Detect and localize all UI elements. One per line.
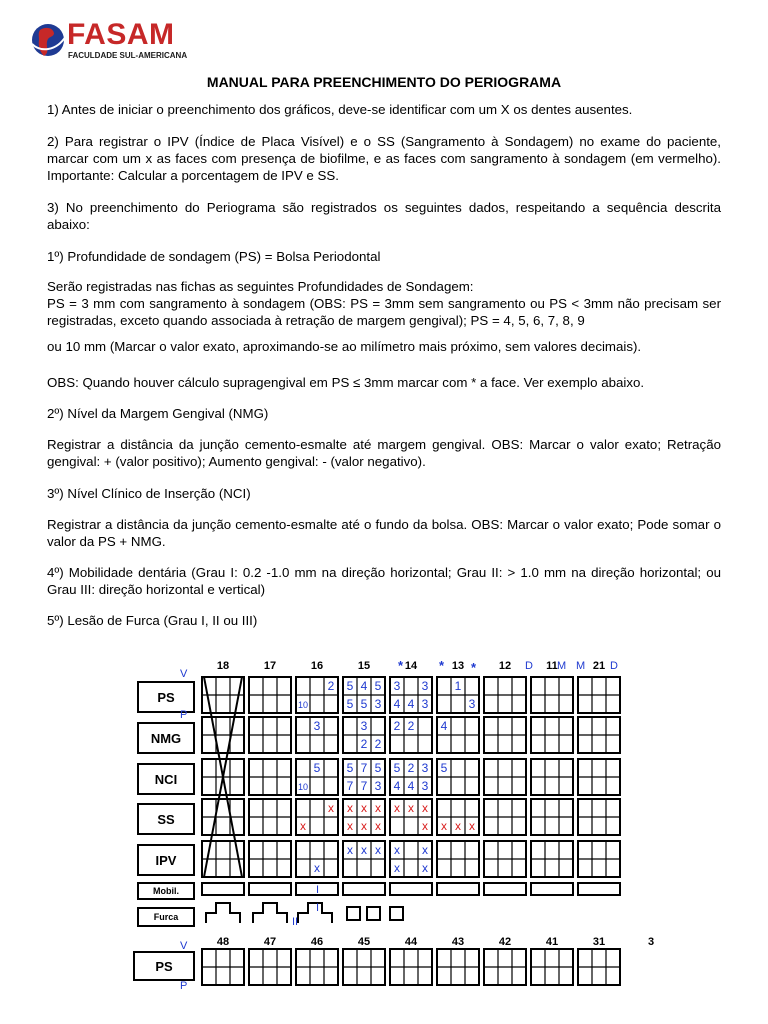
tooth-number: 45 xyxy=(357,936,371,948)
ipv-value: x xyxy=(361,843,367,857)
ss-value: x xyxy=(347,819,353,833)
page-title: MANUAL PARA PREENCHIMENTO DO PERIOGRAMA xyxy=(206,74,562,90)
nmg-value: 3 xyxy=(313,719,321,733)
tooth-number: 42 xyxy=(498,936,512,948)
ps-value: 3 xyxy=(421,679,429,693)
nmg-value: 2 xyxy=(360,737,368,751)
ipv-value: x xyxy=(394,843,400,857)
ss-value: x xyxy=(361,801,367,815)
ss-value: x xyxy=(328,801,334,815)
tooth-number: 14 xyxy=(404,660,418,672)
nci-value: 4 xyxy=(407,779,415,793)
row-label: PS xyxy=(155,959,173,974)
ipv-value: x xyxy=(394,861,400,875)
globe-logo-icon xyxy=(30,22,70,62)
ps-value: 3 xyxy=(393,679,401,693)
mobility-box xyxy=(249,883,291,895)
tooth-number: 13 xyxy=(451,660,465,672)
tooth-number: 46 xyxy=(310,936,324,948)
paragraph-mobility: 4º) Mobilidade dentária (Grau I: 0.2 -1.0 mm na direção horizontal; Grau II: > 1.0 mm na direção horizontal; ou Grau III: direção horizontal e vertical) xyxy=(47,565,721,597)
ps-value: 5 xyxy=(346,697,354,711)
nmg-value: 2 xyxy=(407,719,415,733)
distal-label: D xyxy=(610,660,618,672)
ps-value: 5 xyxy=(374,679,382,693)
nci-value: 5 xyxy=(313,761,321,775)
nci-value: 7 xyxy=(360,761,368,775)
nci-value: 5 xyxy=(440,761,448,775)
tooth-number: 44 xyxy=(404,936,418,948)
ps-value: 2 xyxy=(327,679,335,693)
tooth-number: 18 xyxy=(216,660,230,672)
nci-value: 2 xyxy=(407,761,415,775)
furca-box xyxy=(390,907,403,920)
ss-value: x xyxy=(375,801,381,815)
paragraph-ps-detail: PS = 3 mm com sangramento à sondagem (OBS: PS = 3mm sem sangramento ou PS < 3mm não precisam ser registradas, exceto quando associada à retração de margem gengival); PS = 4, 5, 6, 7, 8, 9 xyxy=(47,296,721,328)
ps-value: 3 xyxy=(468,697,476,711)
nmg-value: 2 xyxy=(374,737,382,751)
row-label: PS xyxy=(157,690,175,705)
ss-value: x xyxy=(408,801,414,815)
ss-value: x xyxy=(347,801,353,815)
nci-value: 3 xyxy=(374,779,382,793)
row-label: IPV xyxy=(155,853,177,868)
ipv-value: x xyxy=(347,843,353,857)
paragraph-1: 1) Antes de iniciar o preenchimento dos gráficos, deve-se identificar com um X os dentes ausentes. xyxy=(47,102,633,117)
ss-value: x xyxy=(422,801,428,815)
calculus-asterisk: * xyxy=(471,660,477,675)
ipv-value: x xyxy=(422,861,428,875)
tooth-number: 41 xyxy=(545,936,559,948)
row-label: Furca xyxy=(153,912,179,922)
paragraph-nmg-heading: 2º) Nível da Margem Gengival (NMG) xyxy=(47,406,269,421)
paragraph-3: 3) No preenchimento do Periograma são registrados os seguintes dados, respeitando a sequência descrita abaixo: xyxy=(47,200,721,232)
ps-value: 4 xyxy=(393,697,401,711)
tooth-number: 15 xyxy=(357,660,371,672)
palatal-label: P xyxy=(180,980,188,992)
ss-value: x xyxy=(441,819,447,833)
tooth-number: 17 xyxy=(263,660,277,672)
furca-shape xyxy=(253,903,287,923)
vestibular-label: V xyxy=(180,940,188,952)
ss-value: x xyxy=(361,819,367,833)
nci-value: 3 xyxy=(421,779,429,793)
row-label: NCI xyxy=(154,772,178,787)
tooth-number: 3 xyxy=(647,936,655,948)
calculus-asterisk: * xyxy=(398,658,404,673)
palatal-label: P xyxy=(180,709,188,721)
mobility-box xyxy=(390,883,432,895)
ps-value: 10 xyxy=(297,700,309,710)
tooth-number: 43 xyxy=(451,936,465,948)
nci-value: 10 xyxy=(297,782,309,792)
tooth-number: 31 xyxy=(592,936,606,948)
nci-value: 5 xyxy=(374,761,382,775)
furca-box xyxy=(367,907,380,920)
ss-value: x xyxy=(375,819,381,833)
ps-value: 1 xyxy=(454,679,462,693)
tooth-number: 48 xyxy=(216,936,230,948)
mobility-box xyxy=(202,883,244,895)
fasam-logo xyxy=(30,18,200,62)
row-label: Mobil. xyxy=(153,886,179,896)
paragraph-ps-detail-2: ou 10 mm (Marcar o valor exato, aproximando-se ao milímetro mais próximo, sem valores decimais). xyxy=(47,339,642,354)
ps-value: 4 xyxy=(407,697,415,711)
ipv-value: x xyxy=(375,843,381,857)
ps-value: 3 xyxy=(421,697,429,711)
mobility-box xyxy=(484,883,526,895)
ps-value: 5 xyxy=(360,697,368,711)
furca-shape xyxy=(206,903,240,923)
ipv-value: x xyxy=(314,861,320,875)
tooth-number: 21 xyxy=(592,660,606,672)
logo-name: FASAM xyxy=(67,18,175,51)
ps-value: 4 xyxy=(360,679,368,693)
tooth-number: 11 xyxy=(546,660,558,672)
ss-value: x xyxy=(469,819,475,833)
paragraph-ps-intro: Serão registradas nas fichas as seguintes Profundidades de Sondagem: xyxy=(47,279,474,294)
distal-label: D xyxy=(525,660,533,672)
logo-subtitle: FACULDADE SUL-AMERICANA xyxy=(68,51,188,60)
paragraph-nci-detail: Registrar a distância da junção cemento-esmalte até o fundo da bolsa. OBS: Marcar o valor exato; Pode somar o valor da PS + NMG. xyxy=(47,517,721,549)
periogram-chart xyxy=(132,655,655,995)
nmg-value: 2 xyxy=(393,719,401,733)
paragraph-ps-heading: 1º) Profundidade de sondagem (PS) = Bolsa Periodontal xyxy=(47,249,381,264)
nci-value: 7 xyxy=(346,779,354,793)
mobility-box xyxy=(578,883,620,895)
paragraph-nci-heading: 3º) Nível Clínico de Inserção (NCI) xyxy=(47,486,251,501)
paragraph-obs: OBS: Quando houver cálculo supragengival em PS ≤ 3mm marcar com * a face. Ver exemplo abaixo. xyxy=(47,375,645,390)
ss-value: x xyxy=(455,819,461,833)
tooth-number: 16 xyxy=(310,660,324,672)
row-label: NMG xyxy=(150,731,182,746)
furca-shape xyxy=(298,903,332,923)
nmg-value: 3 xyxy=(360,719,368,733)
furca-value: II xyxy=(292,916,299,928)
mobility-value: I xyxy=(316,884,320,896)
ss-value: x xyxy=(394,801,400,815)
mobility-box xyxy=(343,883,385,895)
furca-box xyxy=(347,907,360,920)
ss-value: x xyxy=(422,819,428,833)
nci-value: 5 xyxy=(346,761,354,775)
ss-value: x xyxy=(300,819,306,833)
paragraph-furca: 5º) Lesão de Furca (Grau I, II ou III) xyxy=(47,613,258,628)
mobility-box xyxy=(437,883,479,895)
nci-value: 3 xyxy=(421,761,429,775)
paragraph-nmg-detail: Registrar a distância da junção cemento-esmalte até margem gengival. OBS: Marcar o valor exato; Retração gengival: + (valor positivo); Aumento gengival: - (valor negativo). xyxy=(47,437,721,469)
nci-value: 5 xyxy=(393,761,401,775)
mesial-label: M xyxy=(576,660,586,672)
nci-value: 4 xyxy=(393,779,401,793)
ipv-value: x xyxy=(422,843,428,857)
furca-value: I xyxy=(316,902,320,914)
tooth-number: 47 xyxy=(263,936,277,948)
vestibular-label: V xyxy=(180,668,188,680)
row-label: SS xyxy=(157,812,175,827)
paragraph-2: 2) Para registrar o IPV (Índice de Placa Visível) e o SS (Sangramento à Sondagem) no exame do paciente, marcar com um x as faces com presença de biofilme, e as faces com sangramento à sondagem (em vermelho). Importante: Calcular a porcentagem de IPV e SS. xyxy=(47,134,721,183)
mobility-box xyxy=(531,883,573,895)
calculus-asterisk: * xyxy=(439,658,445,673)
tooth-number: 12 xyxy=(498,660,512,672)
nmg-value: 4 xyxy=(440,719,448,733)
ps-value: 5 xyxy=(346,679,354,693)
mesial-label: M xyxy=(557,660,567,672)
nci-value: 7 xyxy=(360,779,368,793)
ps-value: 3 xyxy=(374,697,382,711)
